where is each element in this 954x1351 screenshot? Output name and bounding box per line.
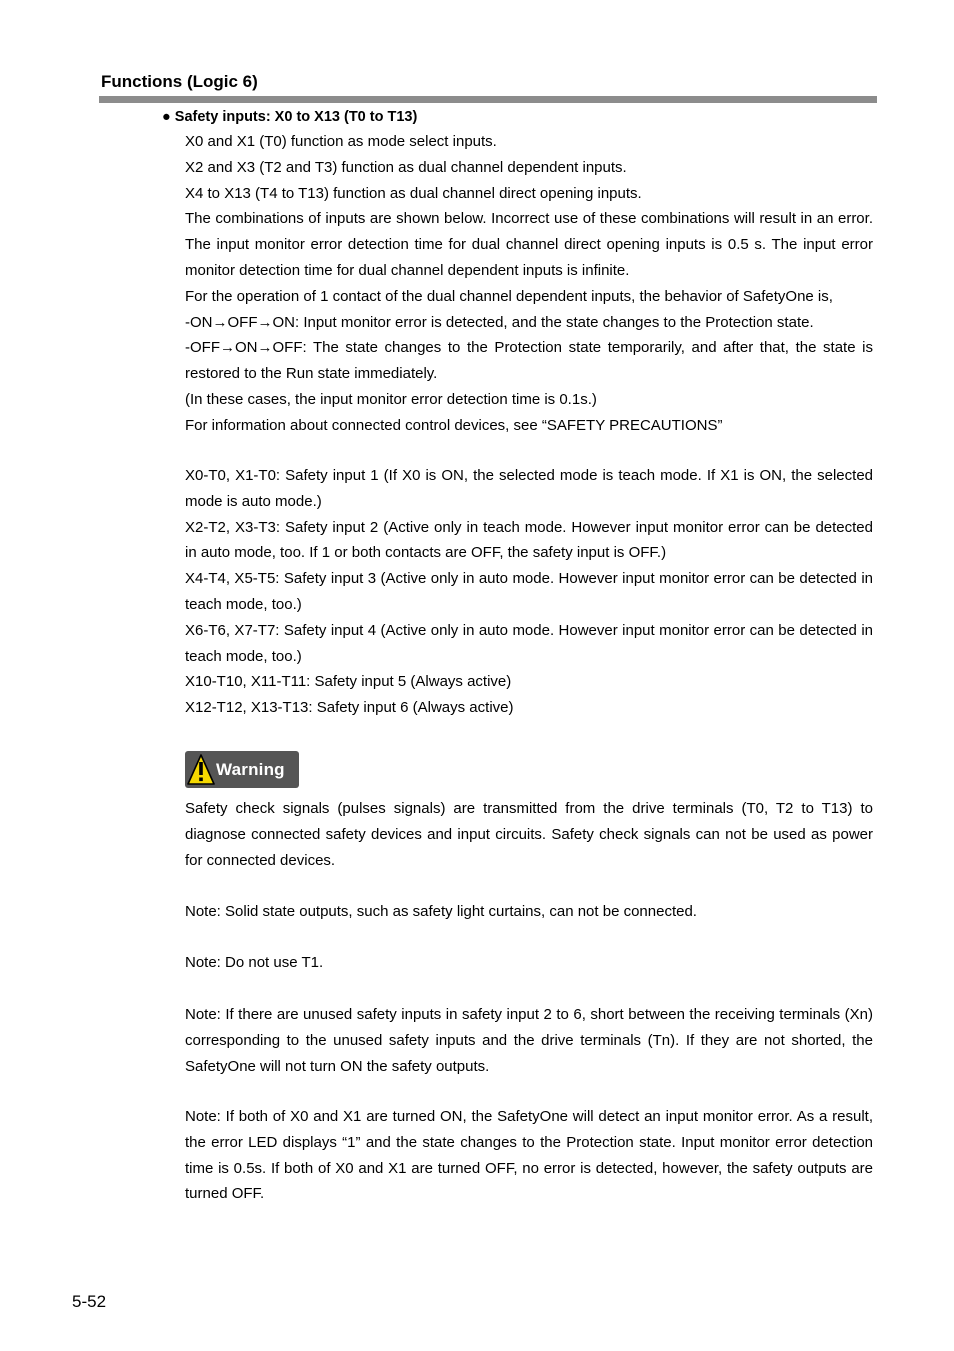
note-text: Note: Solid state outputs, such as safety light curtains, can not be connected. (185, 903, 697, 920)
warning-badge (185, 751, 299, 788)
note (185, 1002, 873, 1079)
safety-input-item: X10-T10, X11-T11: Safety input 5 (Always active) (185, 673, 512, 691)
intro-line: The combinations of inputs are shown below. Incorrect use of these combinations will result in an error. The input monitor error detection time for dual channel direct opening inputs is 0.5 s. The input error monitor detection time for dual channel dependent inputs is infinite. (185, 210, 873, 279)
warning-text (185, 796, 873, 873)
intro-line: -ON→OFF→ON: Input monitor error is detected, and the state changes to the Protection state. (185, 313, 814, 331)
safety-input-item: X4-T4, X5-T5: Safety input 3 (Active only in auto mode. However input monitor error can be detected in teach mode, too.) (185, 570, 873, 613)
note (185, 950, 873, 976)
safety-input-item: X6-T6, X7-T7: Safety input 4 (Active only in auto mode. However input monitor error can be detected in teach mode, too.) (185, 621, 873, 665)
safety-inputs-block (185, 463, 873, 721)
intro-line: X0 and X1 (T0) function as mode select inputs. (185, 133, 497, 150)
intro-block (185, 129, 873, 439)
warning-triangle-icon (187, 754, 215, 785)
safety-input-item: X2-T2, X3-T3: Safety input 2 (Active only in teach mode. However input monitor error can be detected in auto mode, too. If 1 or both contacts are OFF, the safety input is OFF.) (185, 518, 873, 562)
bullet-heading: ● Safety inputs: X0 to X13 (T0 to T13) (162, 109, 418, 125)
title-rule (99, 96, 877, 103)
intro-line: X4 to X13 (T4 to T13) function as dual channel direct opening inputs. (185, 184, 642, 202)
intro-line: -OFF→ON→OFF: The state changes to the Protection state temporarily, and after that, the state is restored to the Run state immediately. (185, 339, 873, 383)
note-text: Note: If there are unused safety inputs in safety input 2 to 6, short between the receiving terminals (Xn) corresponding to the unused safety inputs and the drive terminals (Tn). If they are not shorted, the SafetyOne will not turn ON the safety outputs. (185, 1006, 873, 1075)
intro-line: X2 and X3 (T2 and T3) function as dual channel dependent inputs. (185, 158, 627, 176)
section-title: Functions (Logic 6) (101, 72, 258, 91)
note (185, 1104, 873, 1207)
safety-input-item: X0-T0, X1-T0: Safety input 1 (If X0 is ON, the selected mode is teach mode. If X1 is ON, the selected mode is auto mode.) (185, 467, 873, 510)
intro-line: For the operation of 1 contact of the dual channel dependent inputs, the behavior of SafetyOne is, (185, 287, 833, 305)
intro-line: For information about connected control devices, see “SAFETY PRECAUTIONS” (185, 416, 723, 434)
warning-label: Warning (216, 759, 285, 779)
page-number: 5-52 (72, 1292, 107, 1311)
safety-input-item: X12-T12, X13-T13: Safety input 6 (Always active) (185, 699, 514, 717)
note-text: Note: If both of X0 and X1 are turned ON, the SafetyOne will detect an input monitor error. As a result, the error LED displays “1” and the state changes to the Protection state. Input monitor error detection time is 0.5s. If both of X0 and X1 are turned OFF, no error is detected, however, the safety outputs are turned OFF. (185, 1108, 873, 1203)
note (185, 899, 873, 925)
warning-paragraph: Safety check signals (pulses signals) are transmitted from the drive terminals (T0, T2 to T13) to diagnose connected safety devices and input circuits. Safety check signals can not be used as power for connected devices. (185, 800, 873, 869)
note-text: Note: Do not use T1. (185, 954, 324, 971)
intro-line: (In these cases, the input monitor error detection time is 0.1s.) (185, 390, 597, 408)
